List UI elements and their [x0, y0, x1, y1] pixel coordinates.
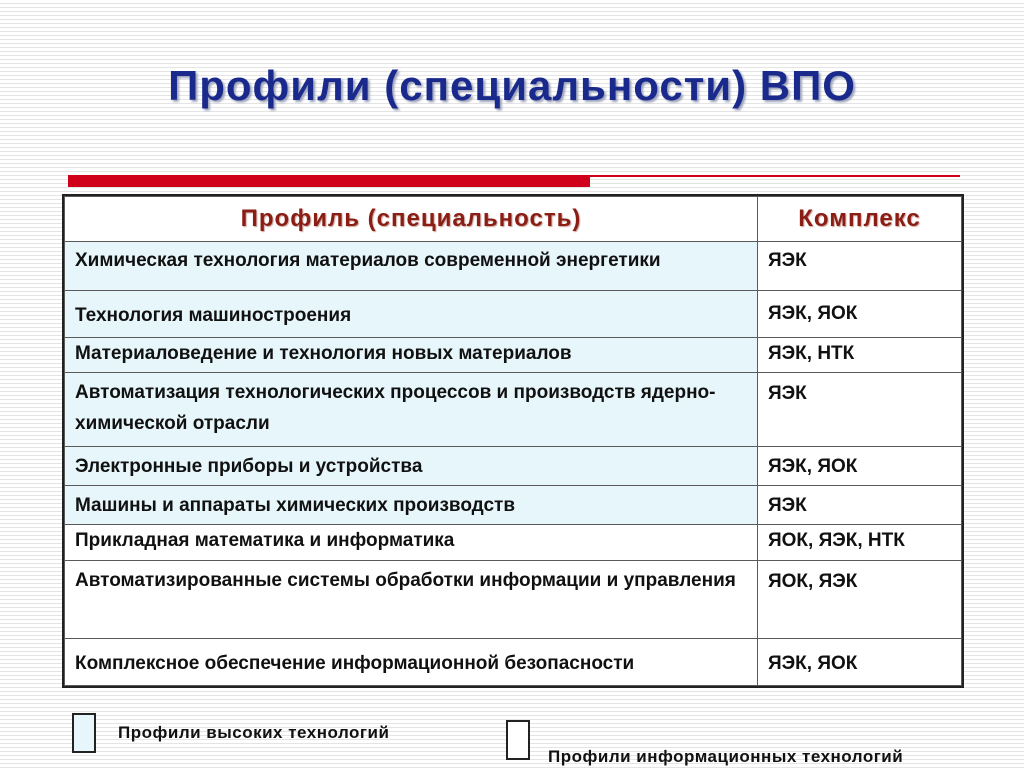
complex-cell: ЯЭК	[758, 373, 962, 447]
profiles-table	[62, 194, 964, 688]
header-profile: Профиль (специальность)	[65, 197, 758, 242]
accent-bar	[68, 175, 590, 187]
complex-cell: ЯОК, ЯЭК, НТК	[758, 525, 962, 561]
table-row	[65, 242, 962, 291]
legend-label-high-tech: Профили высоких технологий	[118, 723, 390, 742]
complex-cell: ЯЭК, ЯОК	[758, 291, 962, 338]
profile-cell: Материаловедение и технология новых материалов	[65, 338, 758, 373]
profile-cell: Технология машиностроения	[65, 291, 758, 338]
complex-cell: ЯЭК	[758, 486, 962, 525]
legend-swatch-it	[506, 720, 530, 760]
legend-high-tech	[72, 713, 389, 753]
table-row	[65, 338, 962, 373]
complex-cell: ЯЭК, НТК	[758, 338, 962, 373]
complex-cell: ЯОК, ЯЭК	[758, 561, 962, 639]
table-row	[65, 561, 962, 639]
table-row	[65, 373, 962, 447]
complex-cell: ЯЭК, ЯОК	[758, 447, 962, 486]
table-header-row	[65, 197, 962, 242]
table-row	[65, 486, 962, 525]
profile-cell: Химическая технология материалов современной энергетики	[65, 242, 758, 291]
accent-line	[590, 175, 960, 177]
profile-cell: Автоматизированные системы обработки информации и управления	[65, 561, 758, 639]
table-row	[65, 639, 962, 686]
complex-cell: ЯЭК, ЯОК	[758, 639, 962, 686]
table-row	[65, 447, 962, 486]
complex-cell: ЯЭК	[758, 242, 962, 291]
legend-swatch-high-tech	[72, 713, 96, 753]
table-row	[65, 291, 962, 338]
profile-cell: Машины и аппараты химических производств	[65, 486, 758, 525]
table-row	[65, 525, 962, 561]
profile-cell: Комплексное обеспечение информационной безопасности	[65, 639, 758, 686]
legend-it	[506, 713, 903, 767]
header-complex: Комплекс	[758, 197, 962, 242]
profile-cell: Электронные приборы и устройства	[65, 447, 758, 486]
profile-cell: Прикладная математика и информатика	[65, 525, 758, 561]
profile-cell: Автоматизация технологических процессов и производств ядерно-химической отрасли	[65, 373, 758, 447]
slide-title: Профили (специальности) ВПО	[168, 62, 856, 109]
legend-label-it: Профили информационных технологий	[548, 747, 904, 766]
